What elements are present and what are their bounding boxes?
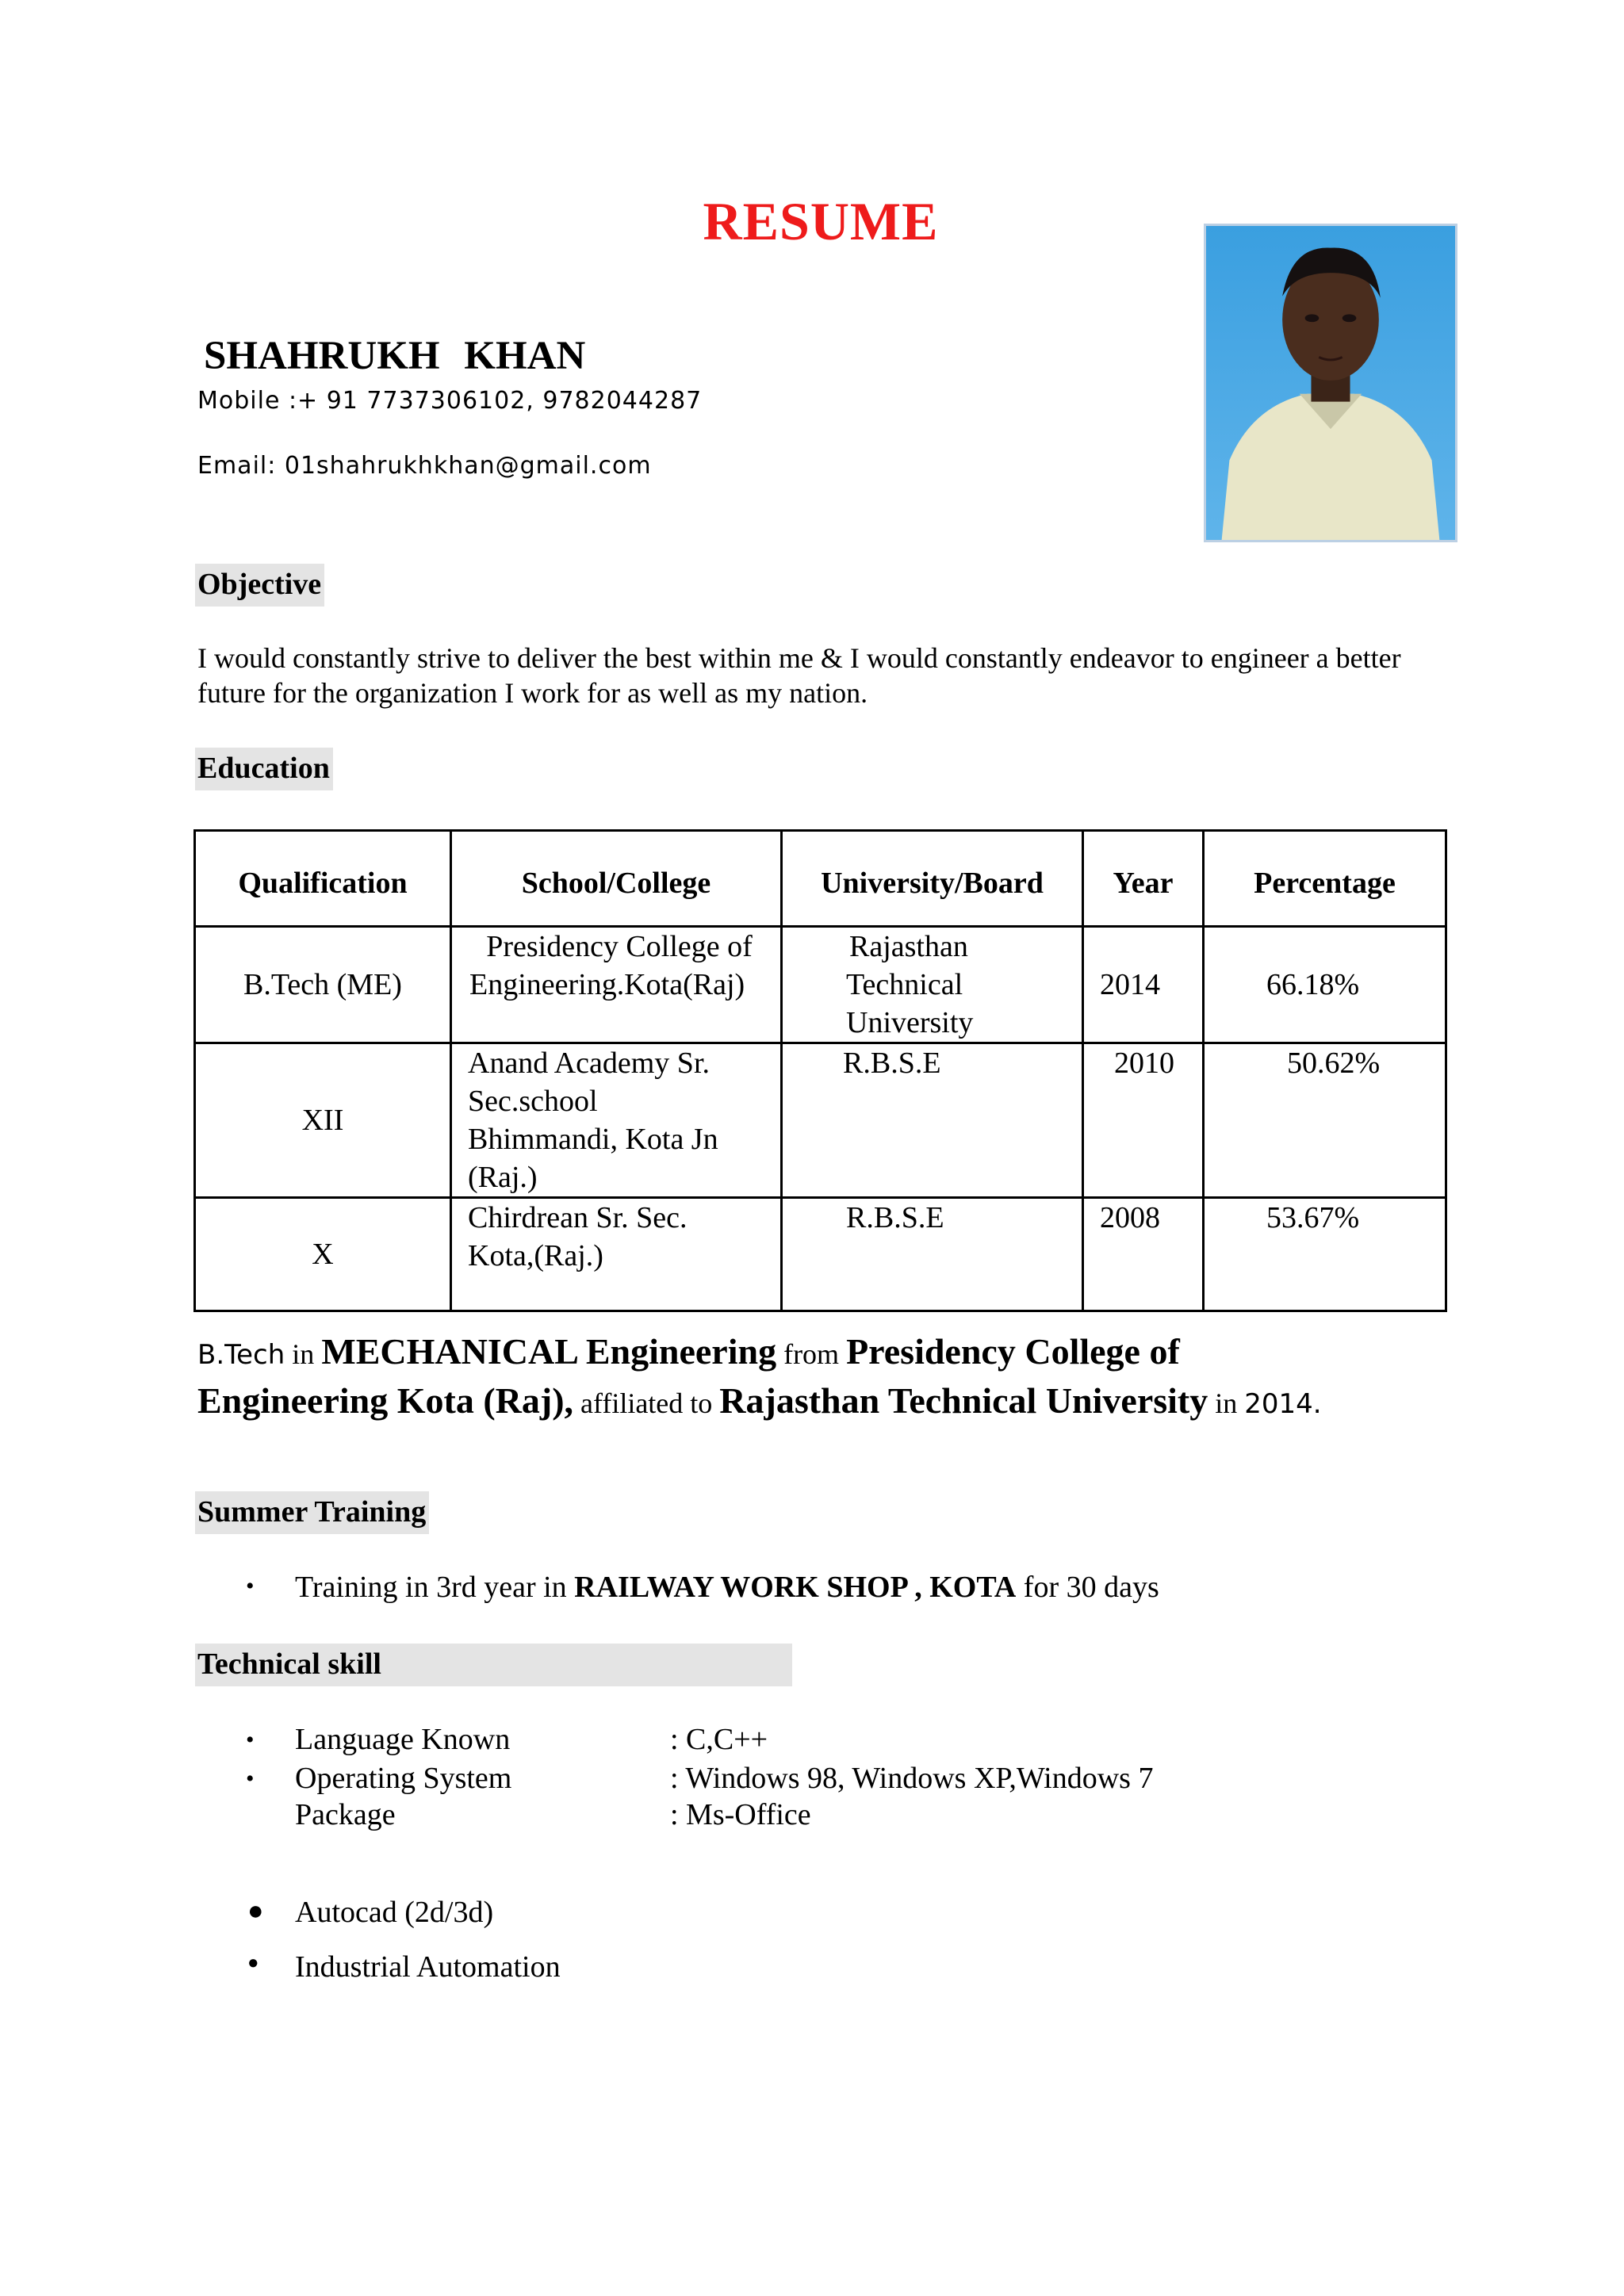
board-line: Rajasthan <box>849 930 968 963</box>
cell-percentage <box>1204 1043 1446 1198</box>
table-row <box>195 1198 1446 1311</box>
board-line: University <box>846 1006 974 1039</box>
cell-university <box>782 927 1083 1043</box>
summary-text: 2014. <box>1244 1388 1322 1420</box>
skills-heading: Technical skill <box>195 1644 792 1686</box>
training-place: RAILWAY WORK SHOP , KOTA <box>574 1571 1017 1604</box>
school-line: Presidency College of <box>486 930 753 963</box>
cell-year <box>1083 927 1204 1043</box>
board-value: R.B.S.E <box>846 1201 944 1234</box>
table-header-row <box>195 831 1446 927</box>
school-line: Kota,(Raj.) <box>468 1239 603 1272</box>
skill-value: : Windows 98, Windows XP,Windows 7 <box>670 1762 1154 1795</box>
school-line: Engineering.Kota(Raj) <box>469 968 745 1001</box>
table-row <box>195 1043 1446 1198</box>
skill-label: Package <box>295 1798 396 1831</box>
training-text: Training in 3rd year in <box>295 1571 575 1604</box>
bullet-icon: ● <box>247 1953 259 1973</box>
school-line: (Raj.) <box>468 1161 538 1194</box>
skill-value: : Ms-Office <box>670 1798 811 1831</box>
percentage-value: 50.62% <box>1287 1047 1381 1080</box>
summary-emphasis: Presidency College of <box>846 1331 1180 1372</box>
table-row <box>195 927 1446 1043</box>
cell-school <box>451 1198 782 1311</box>
qualification-value: XII <box>301 1104 344 1137</box>
bullet-icon: • <box>246 1727 255 1753</box>
email-address: Email: 01shahrukhkhan@gmail.com <box>197 452 652 480</box>
education-summary <box>197 1329 1545 1427</box>
skill-extra: Industrial Automation <box>295 1950 561 1984</box>
qualification-value: B.Tech (ME) <box>243 968 402 1001</box>
percentage-value: 53.67% <box>1266 1201 1360 1234</box>
school-line: Anand Academy Sr. <box>468 1047 710 1080</box>
school-line: Sec.school <box>468 1085 598 1118</box>
cell-qualification <box>195 927 451 1043</box>
skill-label: Operating System <box>295 1762 512 1795</box>
cell-school <box>451 927 782 1043</box>
bullet-icon: • <box>246 1573 255 1599</box>
portrait-image <box>1206 226 1455 540</box>
header-qualification: Qualification <box>195 831 451 927</box>
training-heading: Summer Training <box>195 1491 429 1534</box>
skill-value: : C,C++ <box>670 1723 768 1756</box>
school-line: Bhimmandi, Kota Jn <box>468 1123 718 1156</box>
objective-text: I would constantly strive to deliver the best within me & I would constantly endeavor to engineer a better future for the organization I work for as well as my nation. <box>197 642 1401 709</box>
board-value: R.B.S.E <box>843 1047 941 1080</box>
year-value: 2010 <box>1114 1047 1174 1080</box>
mobile-number: Mobile :+ 91 7737306102, 9782044287 <box>197 387 703 415</box>
cell-school <box>451 1043 782 1198</box>
bullet-icon: ● <box>247 1896 264 1926</box>
cell-university <box>782 1198 1083 1311</box>
summary-emphasis: MECHANICAL Engineering <box>321 1331 777 1372</box>
resume-title: RESUME <box>703 191 939 251</box>
cell-university <box>782 1043 1083 1198</box>
percentage-value: 66.18% <box>1266 968 1360 1001</box>
cell-qualification <box>195 1043 451 1198</box>
skill-label: Language Known <box>295 1723 511 1756</box>
year-value: 2014 <box>1100 968 1160 1001</box>
qualification-value: X <box>312 1238 334 1271</box>
cell-percentage <box>1204 927 1446 1043</box>
summary-text: affiliated to <box>573 1387 720 1419</box>
summary-text: from <box>776 1338 847 1370</box>
board-line: Technical <box>846 968 963 1001</box>
summary-emphasis: Engineering Kota (Raj), <box>197 1380 574 1421</box>
school-line: Chirdrean Sr. Sec. <box>468 1201 688 1234</box>
training-item <box>295 1570 1159 1605</box>
cell-year <box>1083 1198 1204 1311</box>
training-text: for 30 days <box>1016 1571 1159 1604</box>
header-percentage: Percentage <box>1204 831 1446 927</box>
header-school: School/College <box>451 831 782 927</box>
summary-text: in <box>1208 1387 1245 1419</box>
year-value: 2008 <box>1100 1201 1160 1234</box>
bullet-icon: • <box>246 1766 255 1792</box>
education-table <box>193 829 1447 1312</box>
header-year: Year <box>1083 831 1204 927</box>
cell-percentage <box>1204 1198 1446 1311</box>
summary-text: B.Tech <box>197 1339 285 1371</box>
summary-text: in <box>285 1338 322 1370</box>
skill-extra: Autocad (2d/3d) <box>295 1896 494 1929</box>
cell-year <box>1083 1043 1204 1198</box>
profile-photo <box>1204 224 1457 542</box>
cell-qualification <box>195 1198 451 1311</box>
candidate-name: SHAHRUKH KHAN <box>204 334 586 378</box>
education-heading: Education <box>195 748 333 790</box>
header-university: University/Board <box>782 831 1083 927</box>
objective-heading: Objective <box>195 564 324 607</box>
summary-emphasis: Rajasthan Technical University <box>719 1380 1208 1421</box>
